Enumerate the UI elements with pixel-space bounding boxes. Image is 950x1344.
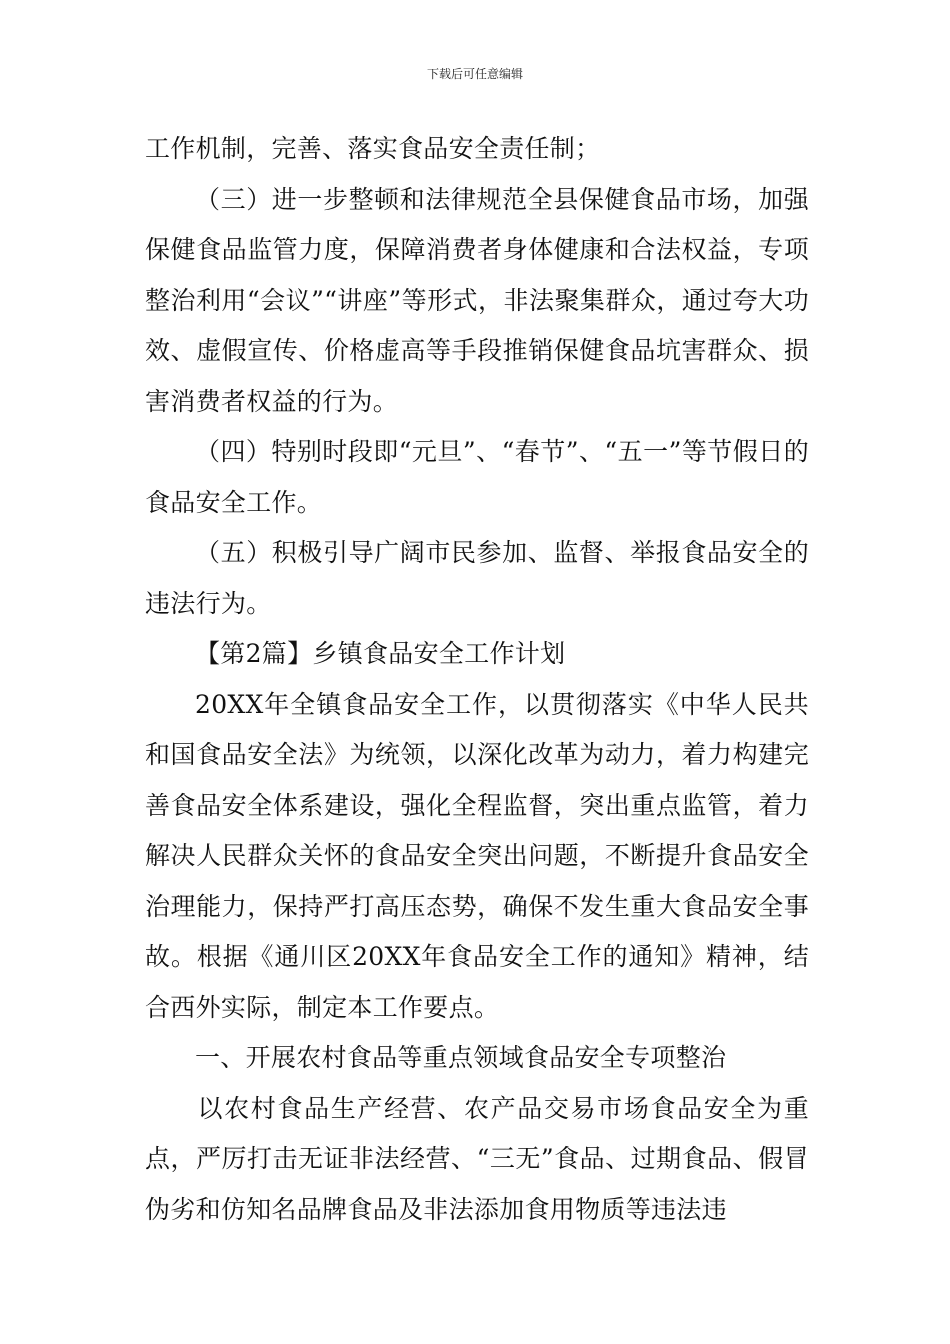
page-header-note: 下载后可任意编辑 [426,67,523,81]
paragraph-body: 以农村食品生产经营、农产品交易市场食品安全为重点，严厉打击无证非法经营、“三无”食品、过期食品、假冒伪劣和仿知名品牌食品及非法添加食用物质等违法违 [145,1093,809,1224]
subsection-heading: 一、开展农村食品等重点领域食品安全专项整治 [195,1043,727,1072]
paragraph-item-5: （五）积极引导广阔市民参加、监督、举报食品安全的违法行为。 [145,538,809,618]
paragraph-item-3: （三）进一步整顿和法律规范全县保健食品市场，加强保健食品监管力度，保障消费者身体健康和合法权益，专项整治利用“会议”“讲座”等形式，非法聚集群众，通过夸大功效、虚假宣传、价格虚高等手段推销保健食品坑害群众、损害消费者权益的行为。 [145,184,809,416]
paragraph-intro: 20XX年全镇食品安全工作，以贯彻落实《中华人民共和国食品安全法》为统领，以深化改革为动力，着力构建完善食品安全体系建设，强化全程监督，突出重点监管，着力解决人民群众关怀的食品安全突出问题，不断提升食品安全治理能力，保持严打高压态势，确保不发生重大食品安全事故。根据《通川区20XX年食品安全工作的通知》精神，结合西外实际，制定本工作要点。 [145,689,809,1022]
paragraph-item-4: （四）特别时段即“元旦”、“春节”、“五一”等节假日的食品安全工作。 [145,437,809,517]
document-body [145,124,809,1235]
section-title: 【第2篇】乡镇食品安全工作计划 [195,639,566,668]
paragraph-continuation: 工作机制，完善、落实食品安全责任制； [145,134,601,163]
